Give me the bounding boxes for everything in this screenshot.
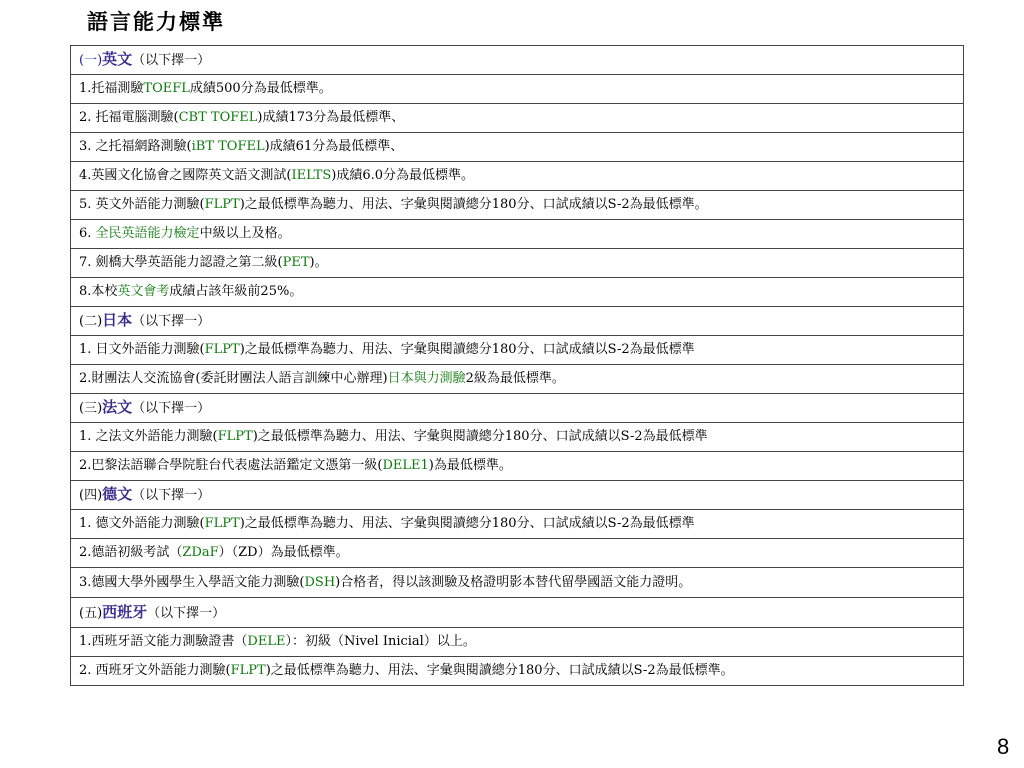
table-cell [71, 394, 964, 423]
test-name: IELTS [291, 168, 332, 183]
test-name: DELE1 [382, 458, 429, 473]
cell-text: )之最低標準為聽力、用法、字彙與閱讀總分180分、口試成績以S-2為最低標準。 [265, 663, 734, 678]
table-cell [71, 249, 964, 278]
table-cell [71, 278, 964, 307]
table-row [71, 307, 964, 336]
table-cell [71, 628, 964, 657]
test-name: ZDaF [182, 545, 219, 560]
table-row [71, 104, 964, 133]
table-row [71, 278, 964, 307]
test-name: DELE [247, 634, 286, 649]
cell-text: 2. 西班牙文外語能力測驗( [79, 663, 231, 678]
table-cell [71, 598, 964, 628]
table-row [71, 162, 964, 191]
test-name: DSH [304, 574, 336, 590]
table-cell [71, 365, 964, 394]
table-row [71, 336, 964, 365]
cell-text: (四) [79, 488, 103, 503]
cell-text: 中級以上及格。 [199, 226, 291, 241]
language-standards-table [70, 45, 964, 686]
cell-text: （以下擇一） [132, 488, 211, 503]
table-cell [71, 162, 964, 191]
cell-text: 1. 之法文外語能力測驗( [79, 429, 218, 444]
cell-text: （以下擇一） [132, 53, 211, 68]
table-row [71, 423, 964, 452]
test-name: TOEFL [143, 81, 190, 96]
cell-text: )之最低標準為聽力、用法、字彙與閱讀總分180分、口試成績以S-2為最低標準 [239, 342, 695, 357]
test-name: 英文會考 [117, 284, 170, 299]
table-cell [71, 46, 964, 75]
table-row [71, 657, 964, 686]
cell-text: )之最低標準為聽力、用法、字彙與閱讀總分180分、口試成績以S-2為最低標準 [239, 516, 695, 531]
cell-text: )成績6.0分為最低標準。 [331, 168, 475, 183]
cell-text: 3.德國大學外國學生入學語文能力測驗( [79, 574, 305, 590]
table-row [71, 191, 964, 220]
table-row [71, 452, 964, 481]
cell-text: 1.托福測驗 [79, 81, 144, 96]
table-row [71, 539, 964, 568]
section-heading: 法文 [102, 398, 133, 416]
cell-text: 1.西班牙語文能力測驗證書（ [79, 634, 248, 649]
cell-text: 7. 劍橋大學英語能力認證之第二級( [79, 255, 283, 270]
test-name: FLPT [204, 197, 240, 212]
table-row [71, 568, 964, 598]
table-cell [71, 510, 964, 539]
table-cell [71, 539, 964, 568]
table-row [71, 365, 964, 394]
test-name: iBT TOFEL [191, 139, 265, 154]
table-row [71, 510, 964, 539]
section-heading: 日本 [102, 311, 133, 329]
test-name: FLPT [204, 516, 240, 531]
cell-text: （以下擇一） [147, 605, 226, 621]
table-cell [71, 657, 964, 686]
table-cell [71, 452, 964, 481]
cell-text: 2. 托福電腦測驗( [79, 110, 179, 125]
cell-text: (三) [79, 401, 103, 416]
cell-text: 成績占該年級前25%。 [169, 284, 303, 299]
table-row [71, 75, 964, 104]
page-number: 8 [997, 734, 1010, 759]
page-title: 語言能力標準 [87, 10, 225, 34]
cell-text: 4.英國文化協會之國際英文語文測試( [79, 168, 292, 183]
cell-text: 2.德語初級考試（ [79, 545, 183, 560]
test-name: CBT TOFEL [178, 110, 258, 125]
table-cell [71, 568, 964, 598]
cell-text: )成績173分為最低標準、 [257, 110, 405, 125]
test-name: FLPT [230, 663, 266, 678]
table-cell [71, 104, 964, 133]
table-row [71, 598, 964, 628]
cell-text: )之最低標準為聽力、用法、字彙與閱讀總分180分、口試成績以S-2為最低標準。 [239, 197, 708, 212]
test-name: PET [282, 255, 310, 270]
cell-text: (五) [79, 605, 103, 621]
table-cell [71, 481, 964, 510]
test-name: 日本與力測驗 [387, 371, 466, 386]
table-cell [71, 133, 964, 162]
cell-text: 2級為最低標準。 [465, 371, 565, 386]
cell-text: )。 [309, 255, 328, 270]
cell-text: 2.巴黎法語聯合學院駐台代表處法語鑑定文憑第一級( [79, 458, 383, 473]
cell-text: 3. 之托福網路測驗( [79, 139, 192, 154]
table-cell [71, 75, 964, 104]
table-row [71, 481, 964, 510]
test-name: 全民英語能力檢定 [95, 226, 200, 241]
cell-text: ）：初級（Nivel Inicial）以上。 [285, 634, 476, 649]
cell-text: （以下擇一） [132, 314, 211, 329]
cell-text: )為最低標準。 [428, 458, 512, 473]
table-cell [71, 423, 964, 452]
cell-text: (一) [79, 53, 103, 68]
cell-text: 2.財團法人交流協會(委託財團法人語言訓練中心辦理) [79, 371, 388, 386]
cell-text: (二) [79, 314, 103, 329]
cell-text: （以下擇一） [132, 401, 211, 416]
cell-text: 1. 日文外語能力測驗( [79, 342, 205, 357]
table-cell [71, 336, 964, 365]
cell-text: )之最低標準為聽力、用法、字彙與閱讀總分180分、口試成績以S-2為最低標準 [252, 429, 708, 444]
cell-text: 8.本校 [79, 284, 118, 299]
table-row [71, 249, 964, 278]
cell-text: 1. 德文外語能力測驗( [79, 516, 205, 531]
cell-text: 成績500分為最低標準。 [189, 81, 332, 96]
section-heading: 英文 [102, 50, 133, 68]
table-row [71, 46, 964, 75]
test-name: FLPT [204, 342, 240, 357]
test-name: FLPT [217, 429, 253, 444]
table-row [71, 133, 964, 162]
table-row [71, 394, 964, 423]
table-cell [71, 191, 964, 220]
cell-text: ）（ZD）為最低標準。 [218, 545, 349, 560]
table-row [71, 220, 964, 249]
section-heading: 西班牙 [102, 602, 148, 621]
table-cell [71, 220, 964, 249]
cell-text: 6. [79, 226, 96, 241]
cell-text: )成績61分為最低標準、 [264, 139, 404, 154]
table-row [71, 628, 964, 657]
table-cell [71, 307, 964, 336]
cell-text: )合格者，得以該測驗及格證明影本替代留學國語文能力證明。 [335, 574, 692, 590]
cell-text: 5. 英文外語能力測驗( [79, 197, 205, 212]
section-heading: 德文 [102, 485, 133, 503]
